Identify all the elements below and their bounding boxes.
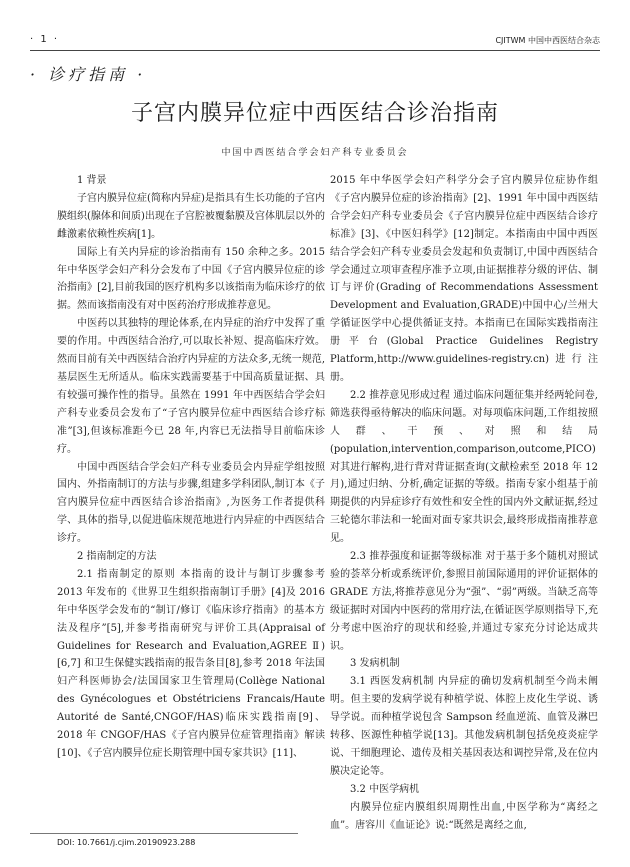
section-heading: 3.2 中医学病机 [350, 783, 420, 795]
section-heading: 3 发病机制 [350, 658, 400, 670]
paragraph: 2.3 推荐强度和证据等级标准 对于基于多个随机对照试验的荟萃分析或系统评价,参照目前国际通用的评价证据体的 GRADE 方法,将推荐意见分为“强”、“弱”两级。当缺乏高等级证据时对国内中医药的常用疗法,在循证医学原则指导下,充分考虑中医治疗的现状和经验,并通过专家充分讨论达成共识。 [330, 551, 598, 652]
left-column [57, 172, 325, 763]
header-rule [30, 50, 600, 51]
paragraph: 2.2 推荐意见形成过程 通过临床问题征集并经两轮问卷,筛选获得亟待解决的临床问题。对每项临床问题,工作组按照人群、干预、对照和结局(population,intervention,comparison,outcome,PICO)对其进行解构,进行背对背证据查询(文献检索至 2018 年 12 月),通过归纳、分析,确定证据的等级。指南专家小组基于前期提供的内异症诊疗有效性和安全性的国内外文献证据,经过三轮德尔菲法和一轮面对面专家共识会,最终形成指南推荐意见。 [330, 389, 598, 545]
section-heading: 2 指南制定的方法 [77, 551, 157, 563]
paragraph: 3.1 西医发病机制 内异症的确切发病机制至今尚未阐明。但主要的发病学说有种植学说、体腔上皮化生学说、诱导学说。而种植学说包含 Sampson 经血逆流、血管及淋巴转移、医源性种植学说[13]。其他发病机制包括免疫炎症学说、干细胞理论、遗传及相关基因表达和调控异常,及在位内膜决定论等。 [330, 676, 598, 777]
section-heading: 1 背景 [77, 175, 107, 186]
paragraph: 中医药以其独特的理论体系,在内异症的治疗中发挥了重要的作用。中西医结合治疗,可以取长补短、提高临床疗效。然而目前有关中西医结合治疗内异症的方法众多,无统一规范,基层医生无所适从。临床实践需要基于中国高质量证据、具有较强可操作性的指导。虽然在 1991 年中西医结合学会妇产科专业委员会发布了“子宫内膜异位症中西医结合诊疗标准”[3],但该标准距今已 28 年,内容已无法指导目前临床诊疗。 [57, 318, 325, 455]
paragraph: 中国中西医结合学会妇产科专业委员会内异症学组按照国内、外指南制订的方法与步骤,组建多学科团队,制订本《子宫内膜异位症中西医结合诊治指南》,为医务工作者提供科学、具体的指导,以促进临床规范地进行内异症的中西医结合诊疗。 [57, 461, 325, 545]
page-number: · 1 · [30, 34, 60, 45]
journal-name: CJITWM 中国中西医结合杂志 [495, 36, 600, 45]
paragraph: 子宫内膜异位症(简称内异症)是指具有生长功能的子宫内膜组织(腺体和间质)出现在子宫腔被覆黏膜及宫体肌层以外的雌激素依赖性疾病[1]。 [57, 192, 325, 240]
right-column [330, 172, 598, 835]
author-organization: 中国中西医结合学会妇产科专业委员会 [221, 148, 409, 158]
paragraph-continued: 2015 年中华医学会妇产科学分会子宫内膜异位症协作组《子宫内膜异位症的诊治指南》[2]、1991 年中国中西医结合学会妇产科专业委员会《子宫内膜异位症中西医结合诊疗标准》[3]、《中医妇科学》[12]制定。本指南由中国中西医结合学会妇产科专业委员会发起和负责制订,中国中西医结合学会通过立项审查程序准予立项,由证据推荐分级的评估、制订与评价(Grading of Recommendations Assessment Development and Evaluation,GRADE)中国中心/兰州大学循证医学中心提供循证支持。本指南已在国际实践指南注册平台(Global Practice Guidelines Registry Platform,http://www.guidelines-registry.cn)进行注册。 [330, 175, 598, 383]
paragraph: 2.1 指南制定的原则 本指南的设计与制订步骤参考 2013 年发布的《世界卫生组织指南制订手册》[4]及 2016 年中华医学会发布的“制订/修订《临床诊疗指南》的基本方法及程序”[5],并参考指南研究与评价工具(Appraisal of Guidelines for Research and Evaluation,AGREE Ⅱ)[6,7] 和卫生保健实践指南的报告条目[8],参考 2018 年法国妇产科医师协会/法国国家卫生管理局(Collège National des Gynécologues et Obstétriciens Francais/Haute Autorité de Santé,CNGOF/HAS)临床实践指南[9]、2018 年 CNGOF/HAS《子宫内膜异位症管理指南》解读[10]、《子宫内膜异位症长期管理中国专家共识》[11]、 [57, 568, 325, 759]
article-title: 子宫内膜异位症中西医结合诊治指南 [130, 101, 499, 126]
footnote-rule [30, 833, 298, 834]
section-tag: · 诊疗指南 · [30, 65, 147, 84]
paragraph: 国际上有关内异症的诊治指南有 150 余种之多。2015 年中华医学会妇产科分会发布了中国《子宫内膜异位症的诊治指南》[2],目前我国的医疗机构多以该指南为临床诊疗的依据。然而该指南没有对中医药治疗形成推荐意见。 [57, 246, 325, 312]
doi: DOI: 10.7661/j.cjim.20190923.288 [57, 838, 196, 847]
paragraph: 内膜异位症内膜组织周期性出血,中医学称为“离经之血”。唐容川《血证论》说:“既然是离经之血, [330, 801, 598, 831]
